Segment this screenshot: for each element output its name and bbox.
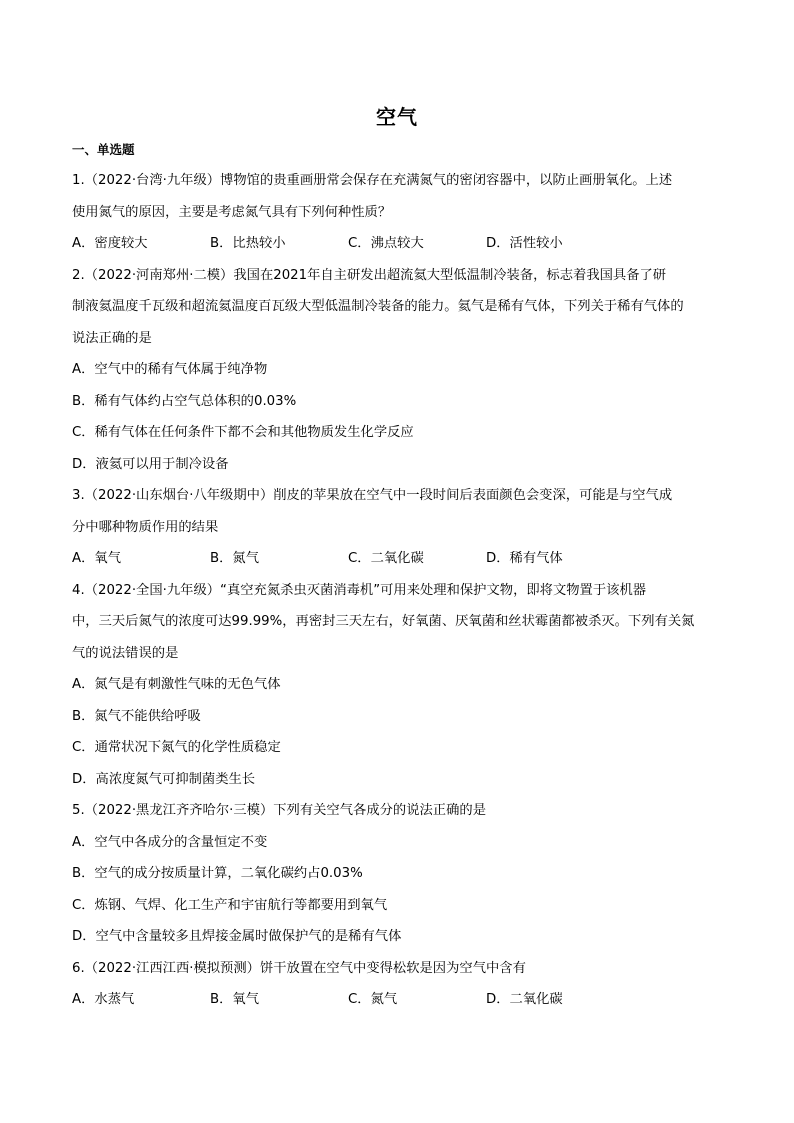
option-c: C．炼钢、气焊、化工生产和宇宙航行等都要用到氧气 — [72, 897, 388, 913]
option-d: D．液氦可以用于制冷设备 — [72, 456, 229, 472]
option-b: B．氧气 — [210, 992, 260, 1007]
option-a: A．氮气是有刺激性气味的无色气体 — [72, 677, 281, 692]
question-6 — [72, 953, 724, 1016]
option-row — [72, 984, 724, 1016]
option-b: B．氮气 — [210, 551, 260, 566]
question-text-line: 1.（2022·台湾·九年级）博物馆的贵重画册常会保存在充满氮气的密闭容器中，以防止画册氧化。上述 — [72, 173, 673, 188]
option-b: B．稀有气体约占空气总体积的0.03% — [72, 393, 297, 409]
question-text-line: 5.（2022·黑龙江齐齐哈尔·三模）下列有关空气各成分的说法正确的是 — [72, 803, 486, 818]
option-row — [72, 543, 724, 575]
question-text-line: 3.（2022·山东烟台·八年级期中）削皮的苹果放在空气中一段时间后表面颜色会变深，可能是与空气成 — [72, 488, 673, 503]
question-text-line: 4.（2022·全国·九年级）“真空充氮杀虫灭菌消毒机”可用来处理和保护文物，即将文物置于该机器 — [72, 582, 647, 598]
question-text-line: 分中哪种物质作用的结果 — [72, 519, 219, 535]
option-b: B．空气的成分按质量计算，二氧化碳约占0.03% — [72, 866, 363, 881]
document-content — [72, 139, 724, 1016]
option-a: A．空气中各成分的含量恒定不变 — [72, 834, 268, 850]
option-b: B．氮气不能供给呼吸 — [72, 708, 201, 724]
question-text-line: 说法正确的是 — [72, 330, 152, 346]
option-d: D．二氧化碳 — [486, 992, 563, 1007]
option-c: C．氮气 — [348, 992, 398, 1007]
option-c: C．通常状况下氮气的化学性质稳定 — [72, 740, 281, 755]
option-c: C．稀有气体在任何条件下都不会和其他物质发生化学反应 — [72, 425, 414, 440]
question-text-line: 气的说法错误的是 — [72, 645, 179, 661]
option-d: D．稀有气体 — [486, 551, 563, 566]
question-text-line: 使用氮气的原因，主要是考虑氮气具有下列何种性质？ — [72, 204, 392, 220]
option-a: A．氧气 — [72, 551, 121, 566]
question-1 — [72, 165, 724, 260]
option-c: C．沸点较大 — [348, 236, 424, 251]
question-text-line: 制液氦温度千瓦级和超流氦温度百瓦级大型低温制冷装备的能力。氦气是稀有气体，下列关于稀有气体的 — [72, 299, 684, 314]
option-a: A．空气中的稀有气体属于纯净物 — [72, 362, 268, 377]
option-c: C．二氧化碳 — [348, 551, 424, 566]
question-text-line: 中，三天后氮气的浓度可达99.99%，再密封三天左右，好氧菌、厌氧菌和丝状霉菌都被杀灭。下列有关氮 — [72, 614, 695, 629]
option-d: D．高浓度氮气可抑制菌类生长 — [72, 771, 256, 787]
question-text-line: 6.（2022·江西江西·模拟预测）饼干放置在空气中变得松软是因为空气中含有 — [72, 960, 526, 976]
question-4 — [72, 575, 724, 796]
page-title: 空气 — [376, 105, 418, 129]
question-2 — [72, 260, 724, 481]
question-5 — [72, 795, 724, 953]
option-a: A．水蒸气 — [72, 992, 135, 1007]
option-row — [72, 228, 724, 260]
question-3 — [72, 480, 724, 575]
option-d: D．空气中含量较多且焊接金属时做保护气的是稀有气体 — [72, 929, 402, 944]
option-a: A．密度较大 — [72, 236, 148, 251]
option-d: D．活性较小 — [486, 236, 563, 251]
section-heading: 一、单选题 — [72, 142, 135, 157]
question-text-line: 2.（2022·河南郑州·二模）我国在2021年自主研发出超流氦大型低温制冷装备，标志着我国具备了研 — [72, 267, 667, 283]
option-b: B．比热较小 — [210, 236, 286, 251]
